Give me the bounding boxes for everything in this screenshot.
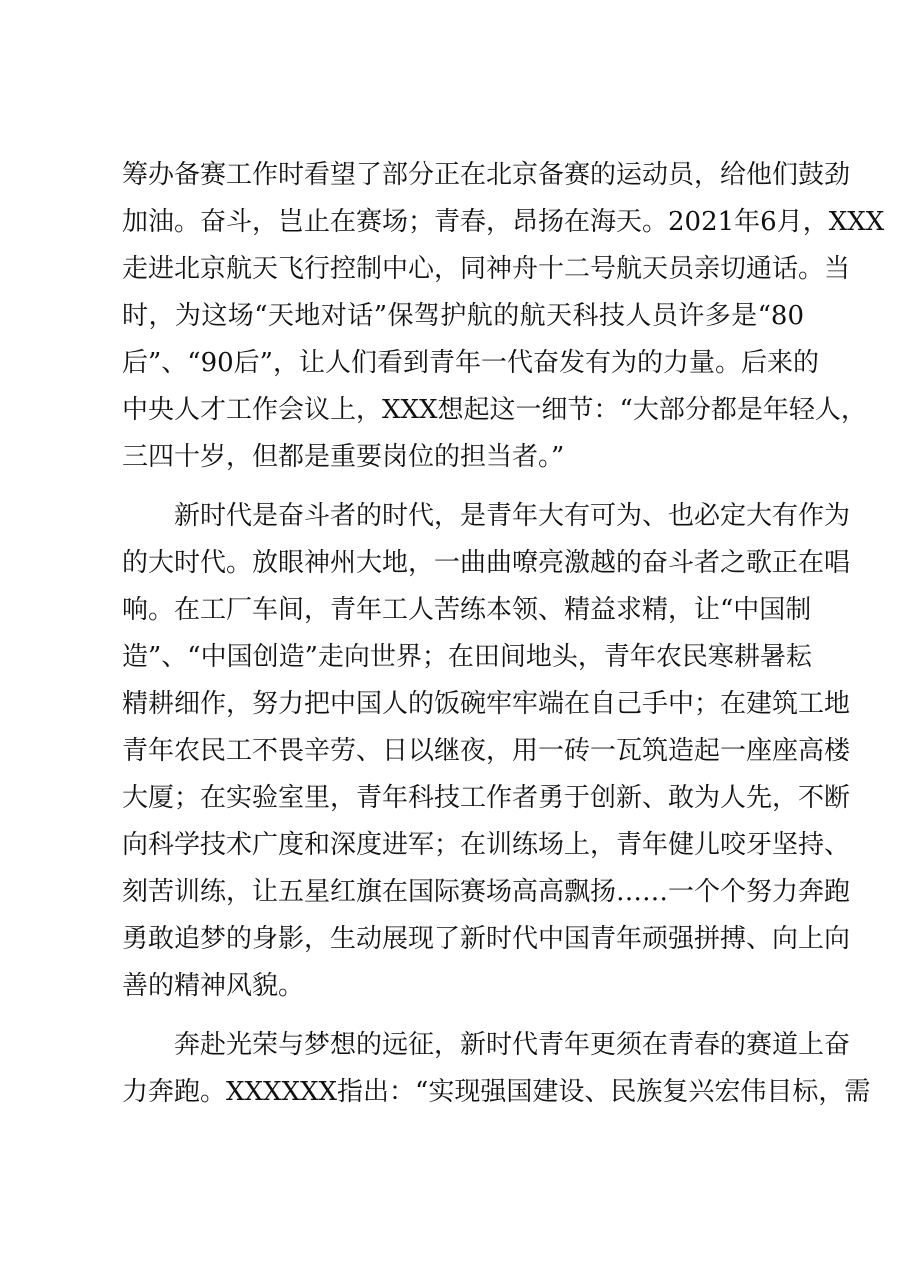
text-line: 造”、“中国创造”走向世界；在田间地头，青年农民寒耕暑耘: [122, 642, 812, 672]
paragraph-3: [122, 1022, 871, 1116]
text-line: 奔赴光荣与梦想的远征，新时代青年更须在青春的赛道上奋: [174, 1030, 851, 1060]
text-line: 善的精神风貌。: [122, 971, 305, 1001]
text-line: 的大时代。放眼神州大地，一曲曲嘹亮激越的奋斗者之歌正在唱: [122, 548, 851, 578]
text-line: 中央人才工作会议上，XXX想起这一细节：“大部分都是年轻人，: [122, 395, 867, 425]
text-line: 刻苦训练，让五星红旗在国际赛场高高飘扬……一个个努力奔跑: [122, 877, 851, 907]
text-line: 后”、“90后”，让人们看到青年一代奋发有为的力量。后来的: [122, 348, 819, 378]
text-line: 响。在工厂车间，青年工人苦练本领、精益求精，让“中国制: [122, 595, 812, 625]
text-line: 走进北京航天飞行控制中心，同神舟十二号航天员亲切通话。当: [122, 254, 851, 284]
text-line: 时，为这场“天地对话”保驾护航的航天科技人员许多是“80: [122, 301, 804, 331]
text-line: 勇敢追梦的身影，生动展现了新时代中国青年顽强拼搏、向上向: [122, 924, 851, 954]
text-line: 大厦；在实验室里，青年科技工作者勇于创新、敢为人先，不断: [122, 783, 851, 813]
paragraph-2: [122, 493, 851, 1010]
text-line: 精耕细作，努力把中国人的饭碗牢牢端在自己手中；在建筑工地: [122, 689, 851, 719]
text-line: 新时代是奋斗者的时代，是青年大有可为、也必定大有作为: [174, 501, 851, 531]
text-line: 加油。奋斗，岂止在赛场；青春，昂扬在海天。2021年6月，XXX: [122, 207, 885, 237]
document-body: [122, 152, 885, 1116]
text-line: 向科学技术广度和深度进军；在训练场上，青年健儿咬牙坚持、: [122, 830, 851, 860]
paragraph-1: [122, 152, 885, 481]
text-line: 力奔跑。XXXXXX指出：“实现强国建设、民族复兴宏伟目标，需: [122, 1077, 871, 1107]
text-line: 筹办备赛工作时看望了部分正在北京备赛的运动员，给他们鼓劲: [122, 160, 851, 190]
text-line: 青年农民工不畏辛劳、日以继夜，用一砖一瓦筑造起一座座高楼: [122, 736, 851, 766]
text-line: 三四十岁，但都是重要岗位的担当者。”: [122, 442, 565, 472]
